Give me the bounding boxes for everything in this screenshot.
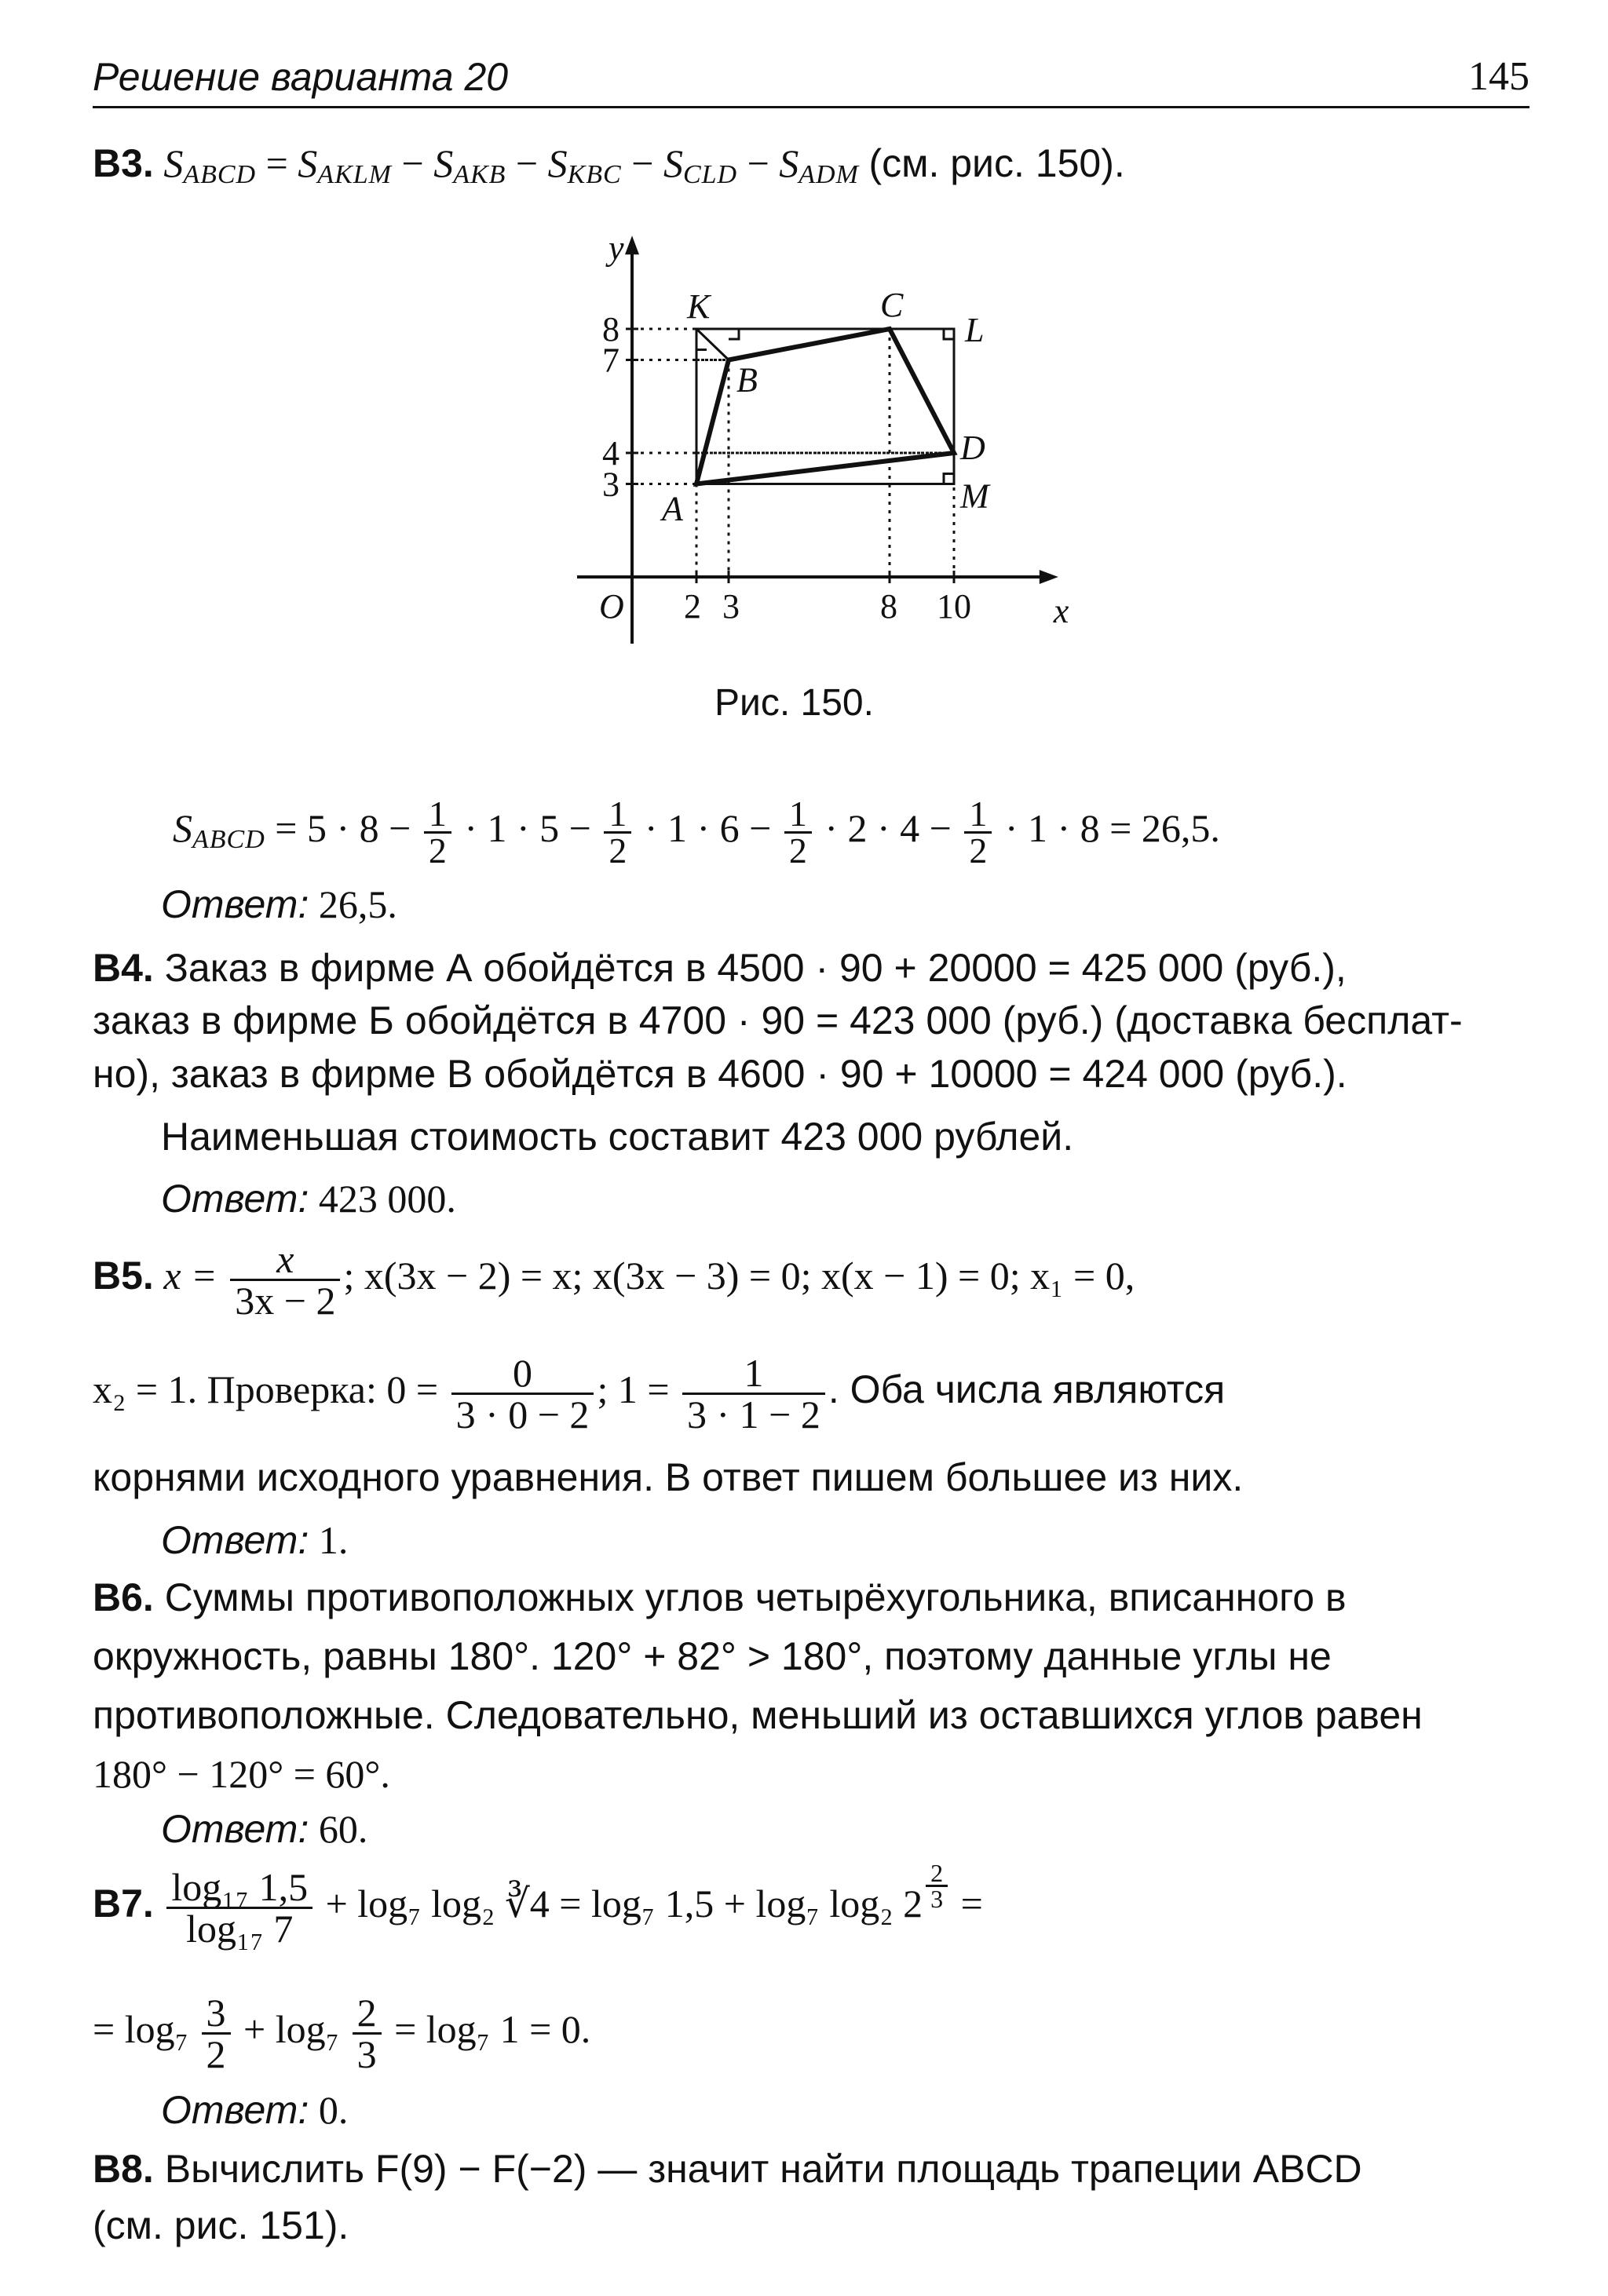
- b7-rest-1-end: =: [960, 1882, 983, 1926]
- b4-text-1: Заказ в фирме А обойдётся в 4500 · 90 + 20000 = 425 000 (руб.),: [164, 946, 1347, 990]
- b4-line-4: Наименьшая стоимость составит 423 000 рублей.: [161, 1115, 1074, 1159]
- b7-line-2: [93, 1986, 591, 2077]
- point-label-k: K: [687, 287, 711, 326]
- b3-answer: [161, 881, 397, 928]
- b4-line-2: заказ в фирме Б обойдётся в 4700 · 90 = 423 000 (руб.) (доставка бесплат-: [93, 998, 1463, 1042]
- b8-text-1: Вычислить F(9) − F(−2) — значит найти площадь трапеции ABCD: [164, 2147, 1362, 2191]
- point-label-a: A: [662, 489, 683, 528]
- answer-label: Ответ:: [161, 882, 309, 926]
- answer-value: 0.: [318, 2088, 349, 2132]
- b7-exponent: $\frac{2}{3}$: [926, 1861, 948, 1911]
- sub-cld: CLD: [682, 160, 738, 189]
- sub-kbc: KBC: [567, 160, 622, 189]
- b4-line-1: [93, 944, 1347, 991]
- point-label-d: D: [960, 429, 985, 467]
- b8-label: B8.: [93, 2147, 154, 2191]
- point-label-m: M: [960, 476, 989, 516]
- y-tick-label: 7: [602, 341, 619, 380]
- x-tick-label: 2: [684, 587, 701, 626]
- b7-answer: [161, 2086, 348, 2134]
- right-angle-mark: [944, 329, 954, 339]
- b5-x-eq: x =: [163, 1254, 217, 1298]
- header-title: Решение варианта 20: [93, 55, 509, 99]
- answer-value: 60.: [318, 1807, 368, 1851]
- b5-line-1: [93, 1232, 1135, 1323]
- b5-fraction-1: $\frac{x}{3x - 2}$: [230, 1239, 340, 1320]
- half-fraction-1: $\frac{1}{2}$: [424, 797, 451, 868]
- sub-abcd: ABCD: [183, 160, 257, 189]
- answer-value: 1.: [318, 1518, 349, 1562]
- answer-label: Ответ:: [161, 1807, 309, 1851]
- half-fraction-3: $\frac{1}{2}$: [784, 797, 812, 868]
- answer-label: Ответ:: [161, 1518, 309, 1562]
- y-axis-arrow: [625, 235, 639, 254]
- point-label-c: C: [880, 286, 904, 324]
- b3-formula: B3. SABCD = SAKLM − SAKB − SKBC − SCLD − SADM (см. рис. 150).: [93, 141, 1125, 189]
- b6-label: B6.: [93, 1575, 154, 1619]
- b5-label: B5.: [93, 1254, 154, 1298]
- sub-adm: ADM: [799, 160, 859, 189]
- b7-l2-b: + log₇: [243, 2007, 340, 2051]
- quadrilateral-abcd: [696, 329, 954, 484]
- b6-line-4: 180° − 120° = 60°.: [93, 1752, 390, 1796]
- rectangle-aklm: [696, 329, 954, 484]
- b5-fraction-2: $\frac{0}{3 \cdot 0 - 2}$: [451, 1353, 594, 1434]
- figure-150: [550, 212, 1084, 667]
- half-fraction-4: $\frac{1}{2}$: [964, 797, 992, 868]
- b7-l2-a: = log₇: [93, 2007, 189, 2051]
- b8-line-1: [93, 2145, 1362, 2192]
- x-axis-arrow: [1040, 570, 1058, 584]
- b3-label: B3.: [93, 141, 154, 185]
- x-tick-label: 3: [722, 587, 740, 626]
- calc-start: = 5 · 8 −: [275, 806, 411, 850]
- calc-term-2: · 1 · 6 −: [644, 806, 772, 850]
- sub-akb: AKB: [453, 160, 506, 189]
- b7-l2-c: = log₇ 1 = 0.: [394, 2007, 591, 2051]
- right-angle-mark: [729, 329, 739, 339]
- b7-rest-1: + log₇ log₂ ∛4 = log₇ 1,5 + log₇ log₂ 2: [325, 1882, 923, 1926]
- page-number: 145: [1468, 54, 1529, 99]
- y-tick-label: 4: [602, 434, 619, 473]
- b6-line-3: противоположные. Следовательно, меньший из оставшихся углов равен: [93, 1693, 1423, 1737]
- b5-rest-1: ; x(3x − 2) = x; x(3x − 3) = 0; x(x − 1) = 0; x₁ = 0,: [343, 1254, 1135, 1298]
- answer-value: 26,5.: [318, 882, 397, 926]
- point-label-l: L: [965, 311, 985, 349]
- x-tick-label: 8: [880, 587, 897, 626]
- b3-ref: (см. рис. 150).: [868, 141, 1125, 185]
- b5-answer: [161, 1517, 348, 1564]
- b6-text-1: Суммы противоположных углов четырёхугольника, вписанного в: [164, 1575, 1347, 1619]
- b8-line-2: (см. рис. 151).: [93, 2203, 349, 2247]
- answer-label: Ответ:: [161, 1177, 309, 1221]
- calc-term-4: · 1 · 8 = 26,5.: [1004, 806, 1220, 850]
- y-tick-label: 8: [602, 310, 619, 349]
- b7-fraction-3-2: $\frac{3}{2}$: [202, 1993, 231, 2074]
- x-tick-label: 10: [937, 587, 971, 626]
- running-header: [93, 43, 1529, 108]
- b3-calculation: SABCD = 5 · 8 − $\frac{1}{2}$ · 1 · 5 − $\frac{1}{2}$ · 1 · 6 − $\frac{1}{2}$ · 2 · 4 − $\frac{1}{2}$ · 1 · 8 = 26,5.: [173, 794, 1220, 871]
- x-axis-label: x: [1053, 592, 1069, 630]
- point-label-b: B: [736, 360, 758, 400]
- b7-fraction: $\frac{\text{log₁₇ 1,5}}{\text{log₁₇ 7}}$: [166, 1867, 312, 1948]
- y-axis-label: y: [608, 228, 624, 268]
- calc-term-1: · 1 · 5 −: [464, 806, 591, 850]
- b7-label: B7.: [93, 1882, 154, 1926]
- b5-fraction-3: $\frac{1}{3 \cdot 1 - 2}$: [682, 1353, 825, 1434]
- b5-line-3: корнями исходного уравнения. В ответ пишем большее из них.: [93, 1455, 1244, 1499]
- half-fraction-2: $\frac{1}{2}$: [604, 797, 631, 868]
- b5-check-end: . Оба числа являются: [828, 1367, 1226, 1411]
- calc-term-3: · 2 · 4 −: [824, 806, 952, 850]
- b6-answer: [161, 1805, 367, 1852]
- answer-value: 423 000.: [318, 1177, 456, 1221]
- sub-aklm: AKLM: [317, 160, 392, 189]
- origin-label: O: [599, 587, 624, 626]
- b5-line-2: [93, 1346, 1226, 1437]
- b7-fraction-2-3: $\frac{2}{3}$: [353, 1993, 382, 2074]
- b5-check-mid: ; 1 =: [597, 1367, 670, 1411]
- b7-line-1: [93, 1859, 983, 1951]
- segment-kb: [696, 329, 729, 360]
- y-tick-label: 3: [602, 465, 619, 504]
- b4-answer: [161, 1175, 456, 1222]
- answer-label: Ответ:: [161, 2088, 309, 2132]
- b5-check-start: x₂ = 1. Проверка: 0 =: [93, 1367, 439, 1411]
- b4-label: B4.: [93, 946, 154, 990]
- right-angle-mark: [944, 474, 954, 484]
- figure-caption: Рис. 150.: [714, 682, 874, 724]
- b6-line-2: окружность, равны 180°. 120° + 82° > 180°, поэтому данные углы не: [93, 1634, 1332, 1678]
- b6-line-1: [93, 1574, 1347, 1621]
- b4-line-3: но), заказ в фирме В обойдётся в 4600 · 90 + 10000 = 424 000 (руб.).: [93, 1052, 1347, 1096]
- calc-sub-abcd: ABCD: [192, 825, 265, 854]
